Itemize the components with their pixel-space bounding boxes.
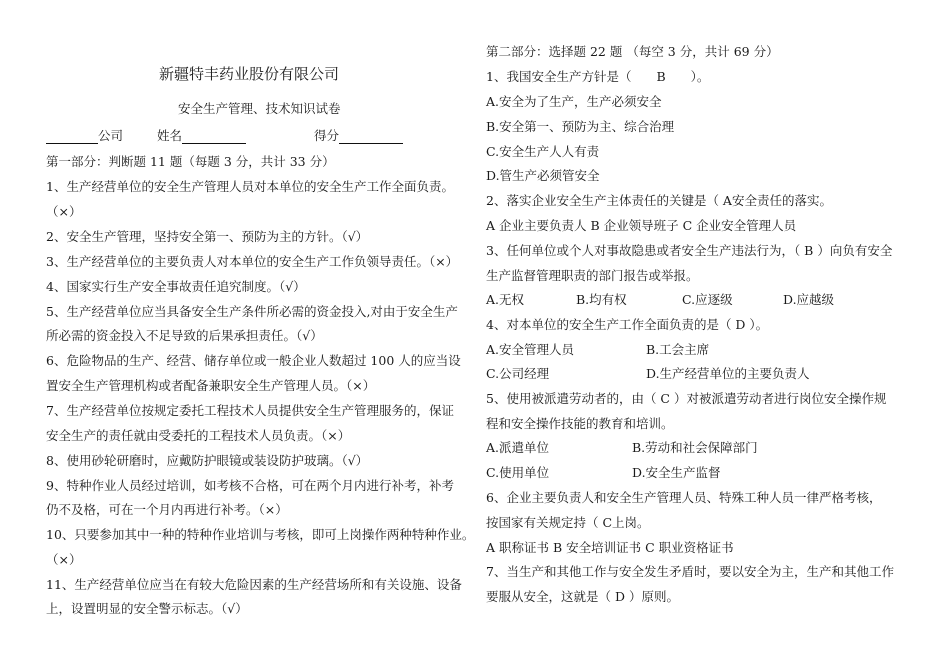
part1-line: 8、使用砂轮研磨时，应戴防护眼镜或装设防护玻璃。（√） [46,453,369,468]
option: D.安全生产监督 [632,465,721,480]
option: A.派遣单位 [486,440,550,455]
question-stem: 程和安全操作技能的教育和培训。 [486,416,674,431]
option: A 职称证书 B 安全培训证书 C 职业资格证书 [486,540,734,555]
option: D.生产经营单位的主要负责人 [646,366,810,381]
option: D.管生产必须管安全 [486,168,600,183]
company-blank[interactable] [46,131,98,144]
part1-heading: 第一部分：判断题 11 题（每题 3 分，共计 33 分） [46,154,335,169]
part1-line: （×） [46,552,82,567]
part1-line: 4、国家实行生产安全事故责任追究制度。（√） [46,279,306,294]
question-stem: 6、企业主要负责人和安全生产管理人员、特殊工种人员一律严格考核， [486,490,882,505]
option: C.使用单位 [486,465,550,480]
option: C.应逐级 [682,292,733,307]
question-stem: 按国家有关规定持（ C上岗。 [486,515,650,530]
question-stem: 要服从安全，这就是（ D ）原则。 [486,589,679,604]
score-blank[interactable] [339,131,403,144]
part1-line: 3、生产经营单位的主要负责人对本单位的安全生产工作负领导责任。（×） [46,254,459,269]
part1-line: 10、只要参加其中一种的特种作业培训与考核，即可上岗操作两种特种作业。 [46,527,475,542]
option: B.劳动和社会保障部门 [632,440,758,455]
info-fields [46,128,403,144]
question-stem: 生产监督管理职责的部门报告或举报。 [486,268,699,283]
part1-line: 置安全生产管理机构或者配备兼职安全生产管理人员。（×） [46,378,376,393]
company-label: 公司 [98,128,124,143]
part1-line: 7、生产经营单位按规定委托工程技术人员提供安全生产管理服务的，保证 [46,403,454,418]
part1-line: 2、安全生产管理，坚持安全第一、预防为主的方针。（√） [46,229,369,244]
part1-line: 1、生产经营单位的安全生产管理人员对本单位的安全生产工作全面负责。 [46,179,454,194]
option: A.安全管理人员 [486,342,575,357]
part1-line: 所必需的资金投入不足导致的后果承担责任。（√） [46,328,323,343]
part1-line: 上，设置明显的安全警示标志。（√） [46,601,248,616]
question-stem: 5、使用被派遣劳动者的，由（ C ）对被派遣劳动者进行岗位安全操作规 [486,391,887,406]
part1-line: 5、生产经营单位应当具备安全生产条件所必需的资金投入,对由于安全生产 [46,304,458,319]
part1-line: 6、危险物品的生产、经营、储存单位或一般企业人数超过 100 人的应当设 [46,353,461,368]
option: B.均有权 [576,292,627,307]
company-title: 新疆特丰药业股份有限公司 [159,65,340,83]
option: C.公司经理 [486,366,550,381]
question-stem: 3、任何单位或个人对事故隐患或者安全生产违法行为，（ B ）向负有安全 [486,243,893,258]
part1-line: 安全生产的责任就由受委托的工程技术人员负责。（×） [46,428,351,443]
option: C.安全生产人人有责 [486,144,600,159]
option: B.工会主席 [646,342,710,357]
option: A.无权 [486,292,525,307]
option: A.安全为了生产，生产必须安全 [486,94,662,109]
part1-line: 11、生产经营单位应当在有较大危险因素的生产经营场所和有关设施、设备 [46,577,462,592]
exam-title: 安全生产管理、技术知识试卷 [178,101,341,116]
part2-heading: 第二部分：选择题 22 题 （每空 3 分，共计 69 分） [486,44,779,59]
score-label: 得分 [313,128,339,143]
part1-line: 9、特种作业人员经过培训，如考核不合格，可在两个月内进行补考，补考 [46,478,454,493]
option: B.安全第一、预防为主、综合治理 [486,119,675,134]
question-stem: 2、落实企业安全生产主体责任的关键是（ A安全责任的落实。 [486,193,832,208]
part1-line: 仍不及格，可在一个月内再进行补考。（×） [46,502,288,517]
question-stem: 1、我国安全生产方针是（ B ）。 [486,69,710,84]
part1-line: （×） [46,204,82,219]
option: A 企业主要负责人 B 企业领导班子 C 企业安全管理人员 [486,218,797,233]
question-stem: 7、当生产和其他工作与安全发生矛盾时，要以安全为主，生产和其他工作 [486,564,894,579]
name-blank[interactable] [182,131,246,144]
question-stem: 4、对本单位的安全生产工作全面负责的是（ D ）。 [486,317,769,332]
option: D.应越级 [783,292,835,307]
name-label: 姓名 [156,128,182,143]
